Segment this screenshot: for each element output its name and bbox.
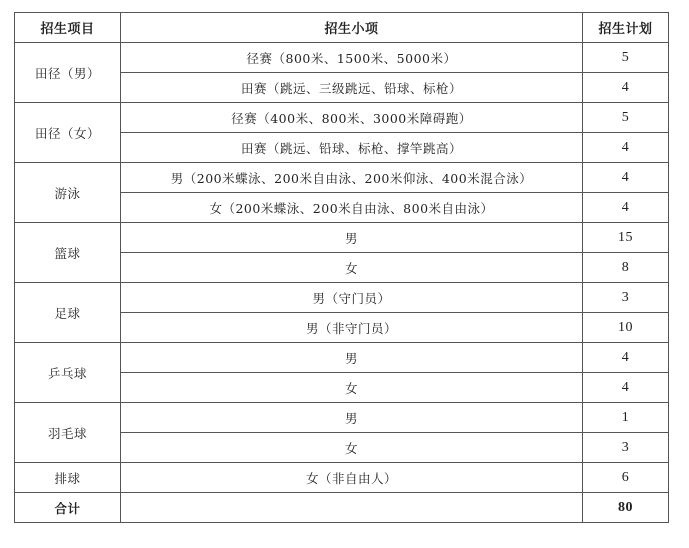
table-row [15,403,669,433]
project-cell: 排球 [15,463,121,493]
project-cell: 游泳 [15,163,121,223]
total-row [15,493,669,523]
project-cell: 田径（男） [15,43,121,103]
header-item: 招生小项 [121,13,583,43]
total-plan: 80 [583,493,669,523]
plan-cell: 4 [583,163,669,193]
plan-cell: 3 [583,283,669,313]
total-item-cell [121,493,583,523]
plan-cell: 4 [583,373,669,403]
enrollment-plan-table [14,12,669,523]
header-plan: 招生计划 [583,13,669,43]
header-row [15,13,669,43]
plan-cell: 3 [583,433,669,463]
item-cell: 女 [121,373,583,403]
item-cell: 田赛（跳远、铅球、标枪、撑竿跳高） [121,133,583,163]
table-row [15,343,669,373]
project-cell: 乒乓球 [15,343,121,403]
item-cell: 男（非守门员） [121,313,583,343]
plan-cell: 15 [583,223,669,253]
item-cell: 径赛（400米、800米、3000米障碍跑） [121,103,583,133]
item-cell: 径赛（800米、1500米、5000米） [121,43,583,73]
table-row [15,283,669,313]
plan-cell: 8 [583,253,669,283]
project-cell: 篮球 [15,223,121,283]
plan-cell: 4 [583,193,669,223]
plan-cell: 1 [583,403,669,433]
plan-cell: 4 [583,343,669,373]
project-cell: 足球 [15,283,121,343]
table-row [15,463,669,493]
item-cell: 男 [121,343,583,373]
plan-cell: 4 [583,73,669,103]
item-cell: 女（非自由人） [121,463,583,493]
header-project: 招生项目 [15,13,121,43]
plan-cell: 10 [583,313,669,343]
item-cell: 男（守门员） [121,283,583,313]
plan-cell: 5 [583,103,669,133]
table-row [15,43,669,73]
project-cell: 羽毛球 [15,403,121,463]
project-cell: 田径（女） [15,103,121,163]
item-cell: 男 [121,223,583,253]
item-cell: 男 [121,403,583,433]
item-cell: 女 [121,253,583,283]
table-row [15,103,669,133]
item-cell: 田赛（跳远、三级跳远、铅球、标枪） [121,73,583,103]
table-row [15,163,669,193]
plan-cell: 4 [583,133,669,163]
total-label: 合计 [15,493,121,523]
item-cell: 男（200米蝶泳、200米自由泳、200米仰泳、400米混合泳） [121,163,583,193]
plan-cell: 6 [583,463,669,493]
plan-cell: 5 [583,43,669,73]
item-cell: 女（200米蝶泳、200米自由泳、800米自由泳） [121,193,583,223]
table-row [15,223,669,253]
item-cell: 女 [121,433,583,463]
